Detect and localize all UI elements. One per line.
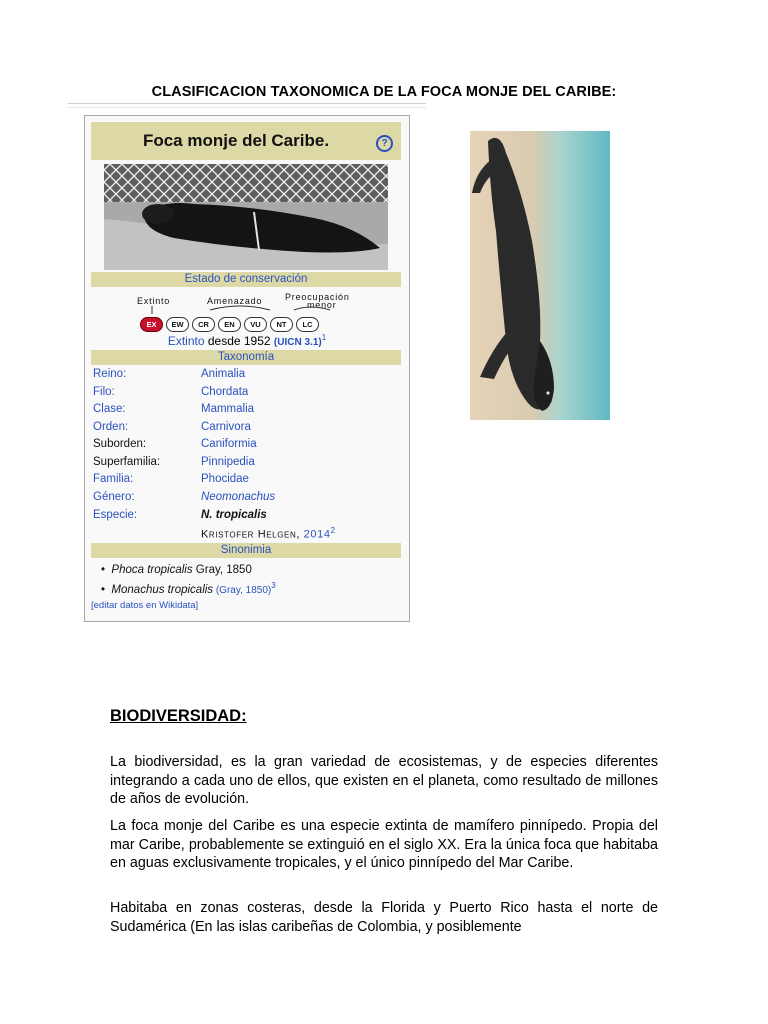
rank-label[interactable]: Género:	[93, 491, 135, 503]
paragraph-1: La biodiversidad, es la gran variedad de ecosistemas, y de especies diferentes integrando a cada uno de ellos, que existen en el planeta, como resultado de millones de años de evolución.	[110, 754, 658, 807]
author-year[interactable]: 2014	[303, 528, 331, 541]
bullet-icon: •	[101, 583, 112, 596]
rank-label[interactable]: Reino:	[93, 368, 127, 380]
rank-label[interactable]: Especie:	[93, 509, 138, 521]
status-label-extinct: Extinto	[137, 296, 171, 306]
rank-value[interactable]: Caniformia	[201, 438, 257, 450]
taxonomy-row-suborden	[93, 438, 403, 455]
status-label-least-concern-2: menor	[307, 300, 337, 310]
synonym-name: Monachus tropicalis	[111, 583, 214, 596]
taxonomy-row-reino	[93, 368, 403, 385]
status-cr[interactable]: CR	[192, 317, 215, 332]
extinct-link[interactable]: Extinto	[167, 334, 205, 348]
rank-value[interactable]: Phocidae	[201, 473, 249, 485]
document-title: CLASIFICACION TAXONOMICA DE LA FOCA MONJE DEL CARIBE:	[151, 84, 617, 100]
rank-value: N. tropicalis	[201, 509, 267, 521]
synonym-author[interactable]: (Gray, 1850)	[213, 584, 272, 596]
seal-illustration	[470, 131, 610, 420]
taxonomy-infobox	[84, 115, 410, 622]
conservation-status-scale	[140, 314, 322, 330]
rank-label[interactable]: Clase:	[93, 403, 126, 415]
status-ew[interactable]: EW	[166, 317, 189, 332]
taxonomy-header[interactable]: Taxonomía	[91, 350, 401, 365]
rank-value[interactable]: Carnivora	[201, 421, 251, 433]
rank-label[interactable]: Filo:	[93, 386, 115, 398]
status-label-least-concern: Preocupación	[285, 292, 350, 302]
status-en[interactable]: EN	[218, 317, 241, 332]
rank-label[interactable]: Familia:	[93, 473, 134, 485]
status-vu[interactable]: VU	[244, 317, 267, 332]
taxonomy-row-superfamilia	[93, 456, 403, 473]
synonym-item	[101, 581, 276, 596]
question-icon[interactable]: ?	[376, 135, 393, 152]
conservation-header[interactable]: Estado de conservación	[91, 272, 401, 287]
title-divider-shadow	[68, 107, 426, 108]
status-lc[interactable]: LC	[296, 317, 319, 332]
rank-value[interactable]: Mammalia	[201, 403, 255, 415]
ref-1[interactable]: 1	[321, 333, 327, 342]
uicn-link[interactable]: (UICN 3.1)	[273, 337, 322, 348]
synonym-author: Gray, 1850	[192, 564, 252, 576]
rank-value[interactable]: Neomonachus	[201, 491, 276, 503]
taxonomy-row-especie	[93, 509, 403, 526]
synonym-name: Phoca tropicalis	[111, 564, 193, 576]
synonyms-header[interactable]: Sinonimia	[91, 543, 401, 558]
rank-label: Suborden:	[93, 438, 147, 450]
rank-value[interactable]: Chordata	[201, 386, 249, 398]
taxonomy-row-genero	[93, 491, 403, 508]
rank-value[interactable]: Animalia	[201, 368, 246, 380]
infobox-header	[91, 122, 401, 160]
title-divider	[68, 103, 426, 104]
rank-label[interactable]: Orden:	[93, 421, 129, 433]
status-since	[85, 333, 409, 348]
ref-2[interactable]: 2	[330, 526, 336, 535]
wikidata-edit-link[interactable]: [editar datos en Wikidata]	[91, 600, 199, 611]
paragraph-3: Habitaba en zonas costeras, desde la Florida y Puerto Rico hasta el norte de Sudamérica (En las islas caribeñas de Colombia, y posiblemente	[110, 900, 658, 935]
taxonomy-row-clase	[93, 403, 403, 420]
ref-3[interactable]: 3	[271, 581, 276, 590]
synonym-item	[101, 564, 252, 576]
bullet-icon: •	[101, 564, 112, 576]
infobox-title: Foca monje del Caribe.	[142, 131, 330, 150]
taxonomy-row-filo	[93, 386, 403, 403]
paragraph-2: La foca monje del Caribe es una especie extinta de mamífero pinnípedo. Propia del mar Caribe, probablemente se extinguió en el siglo XX. Era la única foca que habitaba en aguas exclusivamente tropicales, y el único pinnípedo del Mar Caribe.	[110, 818, 658, 871]
status-label-threatened: Amenazado	[207, 296, 263, 306]
seal-photo	[104, 164, 388, 270]
section-heading: BIODIVERSIDAD:	[110, 707, 247, 725]
taxonomy-row-familia	[93, 473, 403, 490]
status-ex[interactable]: EX	[140, 317, 163, 332]
status-nt[interactable]: NT	[270, 317, 293, 332]
since-text: desde 1952	[204, 334, 274, 348]
rank-label: Superfamilia:	[93, 456, 161, 468]
taxonomy-row-orden	[93, 421, 403, 438]
rank-value[interactable]: Pinnipedia	[201, 456, 255, 468]
species-author	[201, 526, 336, 541]
author-name: Kristofer Helgen,	[201, 528, 301, 541]
